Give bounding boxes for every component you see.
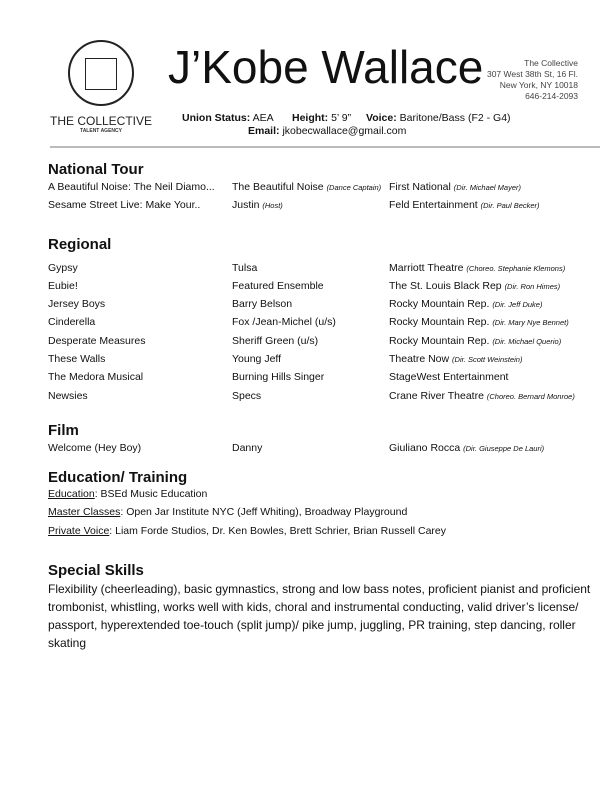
credit-row <box>48 390 600 406</box>
section-title-special-skills: Special Skills <box>48 562 144 579</box>
address-line: 307 West 38th St, 16 Fl. <box>486 69 578 79</box>
company: Giuliano Rocca (Dir. Giuseppe De Lauri) <box>389 442 545 454</box>
role: Fox /Jean-Michel (u/s) <box>232 316 336 328</box>
director-note: (Choreo. Bernard Monroe) <box>486 392 575 401</box>
section-title-film: Film <box>48 422 79 439</box>
credit-row <box>48 335 600 351</box>
performer-name: J’Kobe Wallace <box>168 41 484 93</box>
credit-row <box>48 442 600 458</box>
credit-row <box>48 199 600 215</box>
role: Tulsa <box>232 262 258 274</box>
show-title: A Beautiful Noise: The Neil Diamo... <box>48 181 215 193</box>
role: Justin (Host) <box>232 199 283 211</box>
director-note: (Dir. Ron Himes) <box>504 282 561 291</box>
director-note: (Choreo. Stephanie Klemons) <box>466 264 566 273</box>
union-status: Union Status: AEA <box>182 112 274 124</box>
director-note: (Dir. Michael Mayer) <box>453 183 522 192</box>
show-title: Desperate Measures <box>48 335 146 347</box>
show-title: Jersey Boys <box>48 298 106 310</box>
company: The St. Louis Black Rep (Dir. Ron Himes) <box>389 280 561 292</box>
agency-logo-square-icon <box>85 58 117 90</box>
credit-row <box>48 280 600 296</box>
company: Crane River Theatre (Choreo. Bernard Monroe) <box>389 390 575 402</box>
master-classes-line: Master Classes: Open Jar Institute NYC (Jeff Whiting), Broadway Playground <box>48 506 408 518</box>
role-note: (Dance Captain) <box>326 183 382 192</box>
role: Featured Ensemble <box>232 280 324 292</box>
role: Burning Hills Singer <box>232 371 325 383</box>
company: Marriott Theatre (Choreo. Stephanie Klemons) <box>389 262 566 274</box>
company: Rocky Mountain Rep. (Dir. Michael Querio) <box>389 335 562 347</box>
voice: Voice: Baritone/Bass (F2 - G4) <box>366 112 511 124</box>
director-note: (Dir. Mary Nye Bennet) <box>492 318 569 327</box>
company: First National (Dir. Michael Mayer) <box>389 181 522 193</box>
show-title: These Walls <box>48 353 106 365</box>
role: Danny <box>232 442 263 454</box>
role: Sheriff Green (u/s) <box>232 335 319 347</box>
role: Barry Belson <box>232 298 293 310</box>
credit-row <box>48 298 600 314</box>
credit-row <box>48 353 600 369</box>
phone: 646-214-2093 <box>525 91 578 101</box>
agency-name: THE COLLECTIVE <box>49 114 153 128</box>
company: Theatre Now (Dir. Scott Weinstein) <box>389 353 523 365</box>
section-title-education: Education/ Training <box>48 469 188 486</box>
address-line: The Collective <box>524 58 578 68</box>
email: Email: jkobecwallace@gmail.com <box>248 125 407 137</box>
education-line: Education: BSEd Music Education <box>48 488 208 500</box>
height: Height: 5’ 9” <box>292 112 352 124</box>
section-title-national-tour: National Tour <box>48 161 144 178</box>
credit-row <box>48 181 600 197</box>
company: Feld Entertainment (Dir. Paul Becker) <box>389 199 540 211</box>
show-title: Gypsy <box>48 262 78 274</box>
private-voice-line: Private Voice: Liam Forde Studios, Dr. Ken Bowles, Brett Schrier, Brian Russell Carey <box>48 525 447 537</box>
show-title: Eubie! <box>48 280 78 292</box>
role: Specs <box>232 390 262 402</box>
company: Rocky Mountain Rep. (Dir. Jeff Duke) <box>389 298 543 310</box>
show-title: Sesame Street Live: Make Your.. <box>48 199 201 211</box>
agency-subtitle: TALENT AGENCY <box>80 128 122 134</box>
credit-row <box>48 371 600 387</box>
header-divider <box>50 146 600 148</box>
role: Young Jeff <box>232 353 282 365</box>
director-note: (Dir. Jeff Duke) <box>492 300 543 309</box>
credit-row <box>48 316 600 332</box>
director-note: (Dir. Giuseppe De Lauri) <box>463 444 545 453</box>
agency-address <box>487 58 578 102</box>
company: StageWest Entertainment <box>389 371 509 383</box>
director-note: (Dir. Scott Weinstein) <box>452 355 523 364</box>
director-note: (Dir. Paul Becker) <box>480 201 540 210</box>
show-title: Newsies <box>48 390 88 402</box>
special-skills-text: Flexibility (cheerleading), basic gymnastics, strong and low bass notes, proficient pianist and proficient trombonist, whistling, works well with kids, choral and instrumental conducting, valid driver’s license/ passport, hyperextended toe-touch (split jump)/ pike jump, juggling, PR training, step dancing, roller skating <box>48 582 591 650</box>
section-title-regional: Regional <box>48 236 112 253</box>
show-title: Welcome (Hey Boy) <box>48 442 142 454</box>
role: The Beautiful Noise (Dance Captain) <box>232 181 382 193</box>
credit-row <box>48 262 600 278</box>
show-title: The Medora Musical <box>48 371 144 383</box>
company: Rocky Mountain Rep. (Dir. Mary Nye Bennet) <box>389 316 569 328</box>
show-title: Cinderella <box>48 316 96 328</box>
address-line: New York, NY 10018 <box>499 80 578 90</box>
director-note: (Dir. Michael Querio) <box>492 337 562 346</box>
role-note: (Host) <box>262 201 283 210</box>
